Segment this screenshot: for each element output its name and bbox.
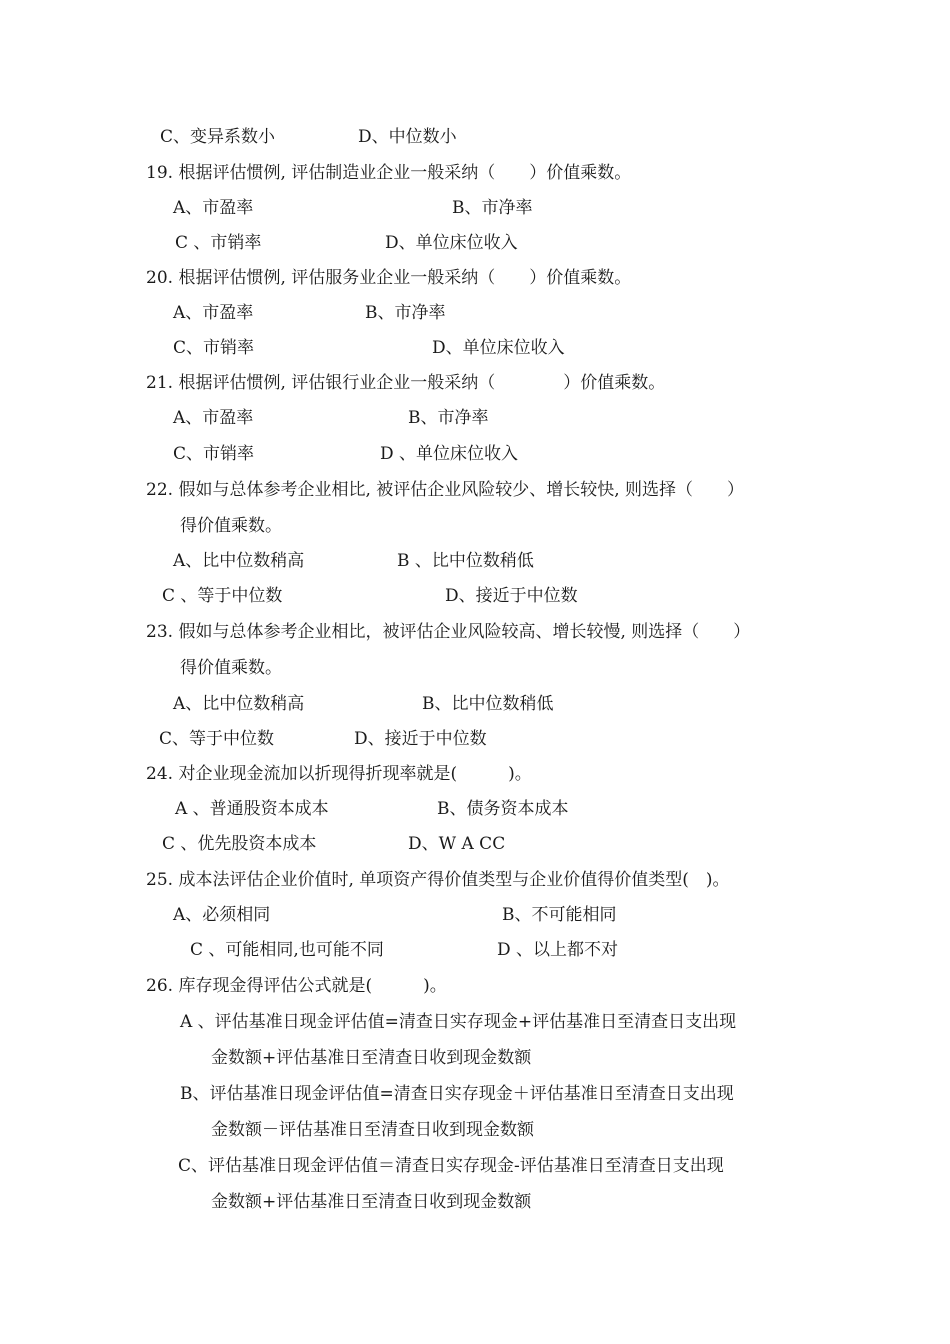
option-text: 金数额+评估基准日至清查日收到现金数额 <box>211 1048 532 1068</box>
option-text: C、等于中位数 <box>159 729 275 749</box>
question-text: 26. 库存现金得评估公式就是( )。 <box>146 976 447 996</box>
option-text: 金数额－评估基准日至清查日收到现金数额 <box>211 1120 534 1140</box>
question-text: 得价值乘数。 <box>180 658 282 678</box>
option-text: A、市盈率 <box>173 303 254 323</box>
option-text: C、评估基准日现金评估值＝清查日实存现金-评估基准日至清查日支出现 <box>178 1156 724 1176</box>
option-text: B、市净率 <box>452 198 533 218</box>
option-text: D、中位数小 <box>358 127 457 147</box>
option-text: B、市净率 <box>408 408 489 428</box>
option-text: C 、市销率 <box>175 233 262 253</box>
question-text: 22. 假如与总体参考企业相比, 被评估企业风险较少、增长较快, 则选择（ ） <box>146 480 745 500</box>
option-text: 金数额+评估基准日至清查日收到现金数额 <box>211 1192 532 1212</box>
question-text: 20. 根据评估惯例, 评估服务业企业一般采纳（ ）价值乘数。 <box>146 268 632 288</box>
option-text: A 、评估基准日现金评估值=清查日实存现金+评估基准日至清查日支出现 <box>180 1012 737 1032</box>
option-text: D、W A CC <box>408 834 506 854</box>
option-text: D 、以上都不对 <box>497 940 619 960</box>
option-text: B、市净率 <box>365 303 446 323</box>
option-text: B、债务资本成本 <box>437 799 569 819</box>
option-text: A、比中位数稍高 <box>173 694 305 714</box>
option-text: D 、单位床位收入 <box>380 444 519 464</box>
question-text: 25. 成本法评估企业价值时, 单项资产得价值类型与企业价值得价值类型( )。 <box>146 870 730 890</box>
question-text: 19. 根据评估惯例, 评估制造业企业一般采纳（ ）价值乘数。 <box>146 163 632 183</box>
option-text: C 、等于中位数 <box>162 586 283 606</box>
option-text: D、单位床位收入 <box>432 338 565 358</box>
question-text: 23. 假如与总体参考企业相比，被评估企业风险较高、增长较慢, 则选择（ ） <box>146 622 751 642</box>
option-text: C、市销率 <box>173 444 255 464</box>
question-text: 21. 根据评估惯例, 评估银行业企业一般采纳（ ）价值乘数。 <box>146 373 666 393</box>
option-text: B 、比中位数稍低 <box>397 551 534 571</box>
option-text: D、接近于中位数 <box>445 586 578 606</box>
option-text: A、市盈率 <box>173 408 254 428</box>
option-text: B、比中位数稍低 <box>422 694 554 714</box>
question-text: 得价值乘数。 <box>180 516 282 536</box>
option-text: A 、普通股资本成本 <box>175 799 329 819</box>
option-text: B、不可能相同 <box>502 905 617 925</box>
option-text: A、必须相同 <box>173 905 271 925</box>
question-text: 24. 对企业现金流加以折现得折现率就是( )。 <box>146 764 532 784</box>
option-text: D、单位床位收入 <box>385 233 518 253</box>
option-text: D、接近于中位数 <box>354 729 487 749</box>
option-text: C、变异系数小 <box>160 127 276 147</box>
option-text: C、市销率 <box>173 338 255 358</box>
option-text: B、评估基准日现金评估值=清查日实存现金＋评估基准日至清查日支出现 <box>180 1084 734 1104</box>
option-text: A、市盈率 <box>173 198 254 218</box>
option-text: A、比中位数稍高 <box>173 551 305 571</box>
option-text: C 、可能相同,也可能不同 <box>190 940 384 960</box>
option-text: C 、优先股资本成本 <box>162 834 317 854</box>
